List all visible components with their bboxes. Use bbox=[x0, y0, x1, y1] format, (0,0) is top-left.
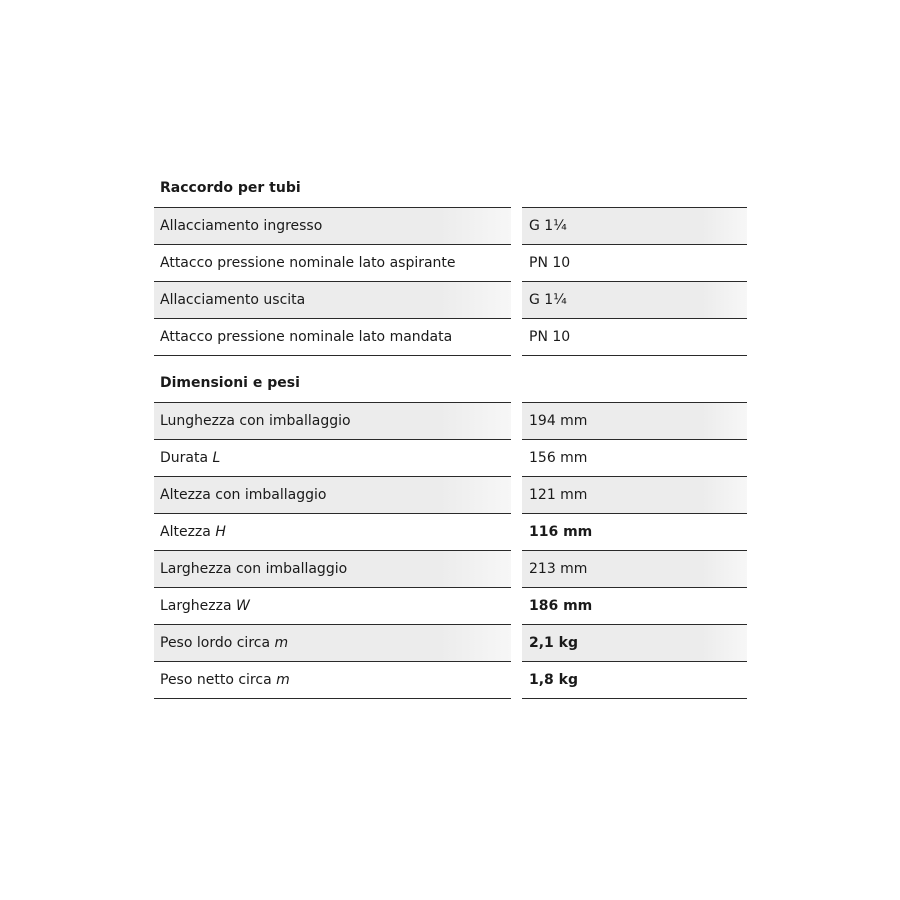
column-gap bbox=[511, 624, 522, 661]
spec-label: Attacco pressione nominale lato aspirante bbox=[160, 255, 456, 271]
spec-label: Larghezza bbox=[160, 598, 232, 614]
spec-label-cell bbox=[154, 550, 511, 587]
spec-table bbox=[154, 402, 747, 698]
spec-value: 1,8 kg bbox=[522, 661, 747, 699]
spec-label-cell bbox=[154, 281, 511, 318]
spec-label: Lunghezza con imballaggio bbox=[160, 413, 351, 429]
spec-variable-symbol: L bbox=[212, 450, 221, 466]
spec-label: Altezza con imballaggio bbox=[160, 487, 327, 503]
column-gap bbox=[511, 587, 522, 624]
spec-label-cell bbox=[154, 661, 511, 699]
spec-value: G 1¼ bbox=[522, 207, 747, 244]
spec-label: Allacciamento ingresso bbox=[160, 218, 323, 234]
spec-row bbox=[154, 439, 747, 476]
column-gap bbox=[511, 550, 522, 587]
spec-row bbox=[154, 587, 747, 624]
spec-value: 121 mm bbox=[522, 476, 747, 513]
spec-value: PN 10 bbox=[522, 318, 747, 356]
column-gap bbox=[511, 318, 522, 355]
spec-value: G 1¼ bbox=[522, 281, 747, 318]
spec-value: 156 mm bbox=[522, 439, 747, 476]
spec-label: Larghezza con imballaggio bbox=[160, 561, 348, 577]
spec-label: Durata bbox=[160, 450, 209, 466]
spec-label-cell bbox=[154, 624, 511, 661]
spec-row bbox=[154, 281, 747, 318]
spec-row bbox=[154, 513, 747, 550]
spec-row bbox=[154, 402, 747, 439]
column-gap bbox=[511, 281, 522, 318]
spec-row bbox=[154, 207, 747, 244]
spec-row bbox=[154, 244, 747, 281]
section-spacer bbox=[154, 355, 747, 365]
specs-container bbox=[154, 170, 747, 698]
spec-label-cell bbox=[154, 476, 511, 513]
section-title: Dimensioni e pesi bbox=[160, 375, 300, 391]
column-gap bbox=[511, 244, 522, 281]
spec-label: Altezza bbox=[160, 524, 211, 540]
spec-value: 213 mm bbox=[522, 550, 747, 587]
spec-row bbox=[154, 624, 747, 661]
spec-label-cell bbox=[154, 439, 511, 476]
spec-value: 116 mm bbox=[522, 513, 747, 550]
section-title: Raccordo per tubi bbox=[160, 180, 301, 196]
column-gap bbox=[511, 513, 522, 550]
spec-table bbox=[154, 207, 747, 355]
spec-value: PN 10 bbox=[522, 244, 747, 281]
column-gap bbox=[511, 476, 522, 513]
spec-value: 2,1 kg bbox=[522, 624, 747, 661]
spec-variable-symbol: H bbox=[215, 524, 226, 540]
column-gap bbox=[511, 402, 522, 439]
spec-value: 186 mm bbox=[522, 587, 747, 624]
spec-variable-symbol: m bbox=[274, 635, 289, 651]
spec-variable-symbol: m bbox=[276, 672, 290, 688]
spec-row bbox=[154, 318, 747, 355]
column-gap bbox=[511, 661, 522, 698]
spec-label: Attacco pressione nominale lato mandata bbox=[160, 329, 453, 345]
spec-label: Allacciamento uscita bbox=[160, 292, 306, 308]
spec-label: Peso lordo circa bbox=[160, 635, 271, 651]
spec-value: 194 mm bbox=[522, 402, 747, 439]
spec-row bbox=[154, 476, 747, 513]
spec-label-cell bbox=[154, 587, 511, 624]
column-gap bbox=[511, 207, 522, 244]
column-gap bbox=[511, 439, 522, 476]
spec-label-cell bbox=[154, 207, 511, 244]
spec-variable-symbol: W bbox=[236, 598, 250, 614]
spec-label-cell bbox=[154, 318, 511, 356]
spec-label-cell bbox=[154, 402, 511, 439]
spec-label-cell bbox=[154, 513, 511, 550]
spec-row bbox=[154, 550, 747, 587]
spec-row bbox=[154, 661, 747, 698]
spec-label: Peso netto circa bbox=[160, 672, 272, 688]
spec-label-cell bbox=[154, 244, 511, 281]
